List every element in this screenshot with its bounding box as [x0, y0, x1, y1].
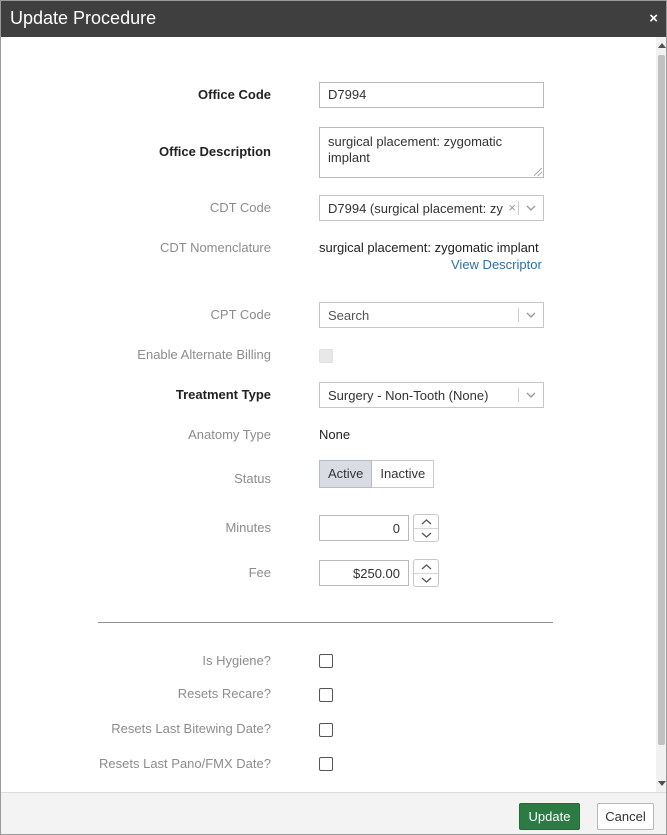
close-icon[interactable]: × [649, 10, 658, 27]
treatment-type-select[interactable] [319, 382, 544, 408]
office-code-input[interactable]: D7994 [319, 82, 544, 108]
fee-stepper[interactable] [413, 559, 439, 587]
dialog-titlebar [1, 1, 667, 37]
resize-grip-icon[interactable] [534, 168, 542, 176]
alternate-billing-checkbox [319, 349, 333, 363]
dialog-body [1, 37, 656, 792]
anatomy-type-label: Anatomy Type [188, 427, 271, 442]
status-label: Status [234, 471, 271, 486]
is-hygiene-checkbox[interactable] [319, 654, 333, 668]
cdt-code-value: D7994 (surgical placement: zy [328, 201, 503, 216]
minutes-label: Minutes [225, 520, 271, 535]
scrollbar-thumb[interactable] [658, 55, 665, 745]
chevron-up-icon[interactable] [421, 518, 432, 526]
chevron-down-icon[interactable] [525, 202, 537, 214]
cdt-code-label: CDT Code [209, 200, 271, 215]
status-toggle [319, 460, 434, 488]
select-separator [518, 388, 519, 402]
treatment-type-label: Treatment Type [175, 387, 271, 402]
stepper-divider [414, 573, 438, 574]
resets-pano-checkbox[interactable] [319, 757, 333, 771]
fee-label: Fee [248, 565, 271, 580]
resets-recare-checkbox[interactable] [319, 688, 333, 702]
office-code-label: Office Code [198, 87, 271, 102]
dialog-title: Update Procedure [10, 8, 157, 28]
chevron-up-icon[interactable] [421, 563, 432, 571]
scroll-down-icon[interactable] [658, 781, 666, 786]
resets-bitewing-checkbox[interactable] [319, 723, 333, 737]
minutes-input[interactable]: 0 [319, 515, 409, 541]
chevron-down-icon[interactable] [525, 389, 537, 401]
status-active-button[interactable]: Active [319, 460, 372, 488]
vertical-scrollbar[interactable] [656, 37, 667, 792]
minutes-stepper[interactable] [413, 514, 439, 542]
resets-bitewing-label: Resets Last Bitewing Date? [111, 721, 271, 736]
alternate-billing-label: Enable Alternate Billing [137, 347, 271, 362]
office-description-value: surgical placement: zygomatic implant [328, 134, 503, 165]
anatomy-type-value: None [319, 427, 351, 442]
scroll-up-icon[interactable] [658, 43, 666, 48]
chevron-down-icon[interactable] [525, 309, 537, 321]
select-separator [518, 308, 519, 322]
stepper-divider [414, 528, 438, 529]
cdt-nomenclature-label: CDT Nomenclature [159, 240, 271, 255]
treatment-type-value: Surgery - Non-Tooth (None) [328, 388, 489, 403]
cdt-nomenclature-value: surgical placement: zygomatic implant [319, 240, 539, 255]
dialog-footer [1, 792, 667, 835]
clear-icon[interactable]: × [508, 200, 516, 215]
update-button[interactable]: Update [519, 803, 580, 830]
cpt-code-label: CPT Code [210, 307, 271, 322]
status-inactive-button[interactable]: Inactive [372, 460, 434, 488]
section-divider [98, 622, 553, 623]
view-descriptor-link[interactable]: View Descriptor [451, 257, 542, 272]
cpt-code-select[interactable] [319, 302, 544, 328]
chevron-down-icon[interactable] [421, 531, 432, 539]
cdt-code-select[interactable] [319, 195, 544, 221]
is-hygiene-label: Is Hygiene? [202, 653, 271, 668]
resets-recare-label: Resets Recare? [177, 686, 271, 701]
office-description-textarea[interactable] [319, 127, 544, 178]
office-description-label: Office Description [159, 144, 271, 159]
chevron-down-icon[interactable] [421, 576, 432, 584]
cancel-button[interactable]: Cancel [597, 803, 654, 830]
cpt-code-placeholder: Search [328, 308, 370, 323]
select-separator [518, 201, 519, 215]
fee-input[interactable]: $250.00 [319, 560, 409, 586]
resets-pano-label: Resets Last Pano/FMX Date? [99, 756, 271, 771]
